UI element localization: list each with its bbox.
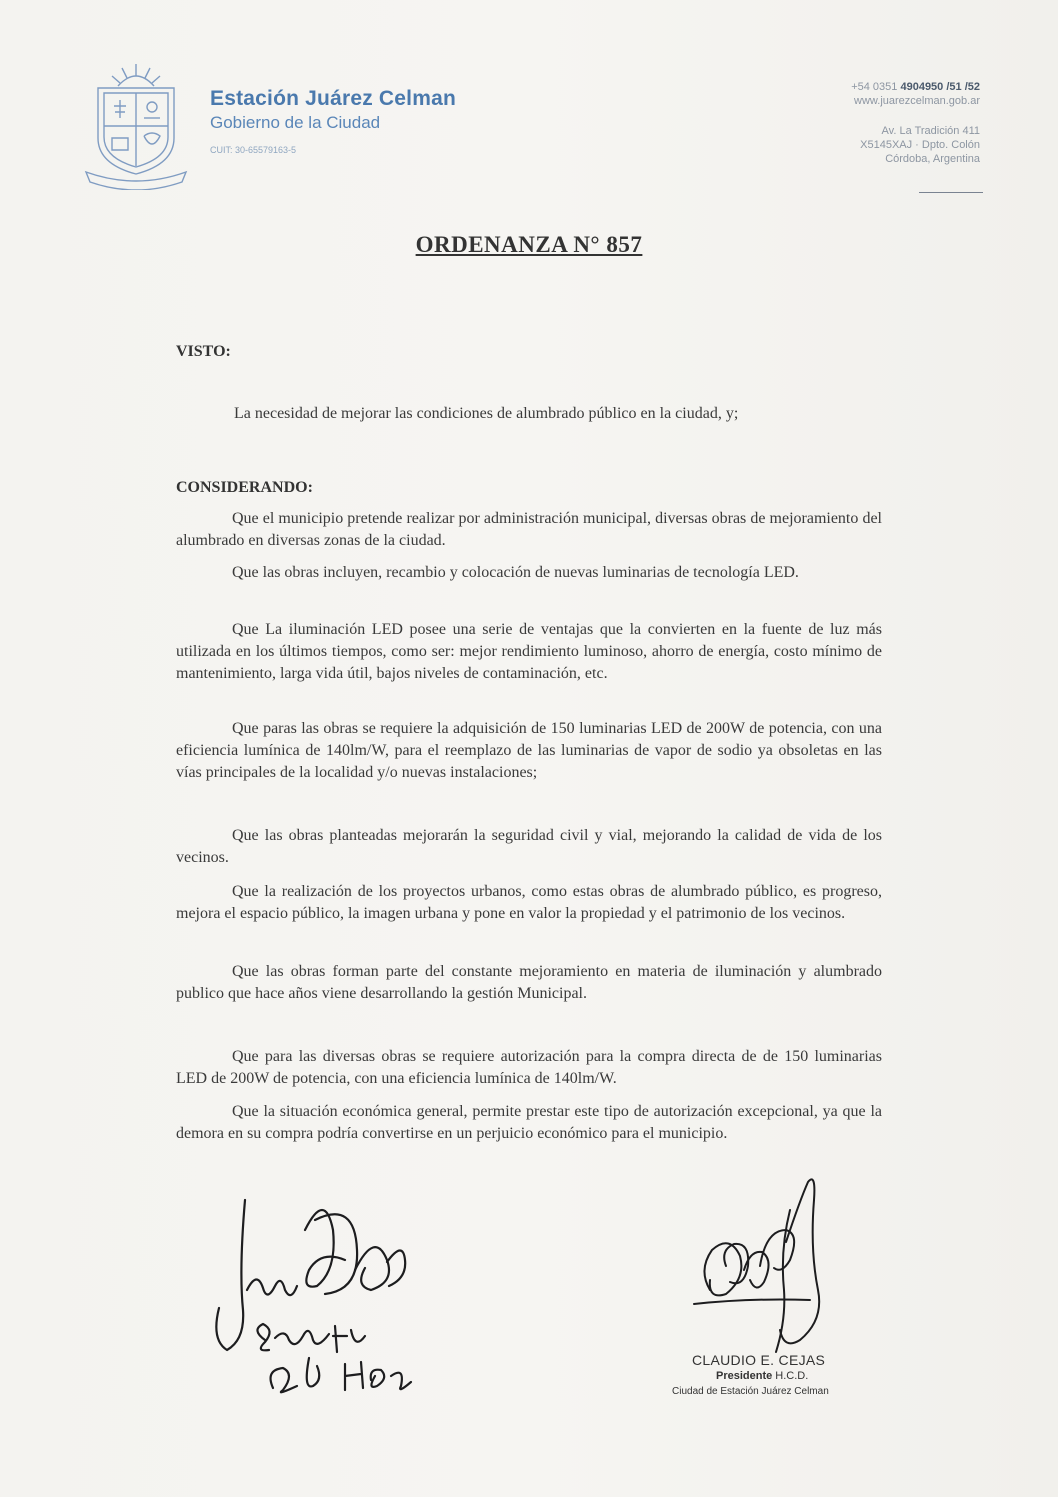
municipal-seal-icon	[82, 60, 190, 190]
phone-prefix: +54 0351	[851, 81, 901, 93]
considerando-paragraph-8: Que para las diversas obras se requiere autorización para la compra directa de de 150 luminarias LED de 200W de potencia, con una eficiencia lumínica de 140lm/W.	[176, 1048, 882, 1087]
website-text: www.juarezcelman.gob.ar	[854, 95, 980, 107]
organization-cuit: CUIT: 30-65579163-5	[210, 145, 297, 155]
considerando-paragraph-6: Que la realización de los proyectos urbanos, como estas obras de alumbrado público, es progreso, mejora el espacio público, la imagen urbana y pone en valor la propiedad y el patrimonio de los vecinos.	[176, 883, 882, 922]
organization-block	[210, 87, 456, 155]
address-line-3: Córdoba, Argentina	[885, 153, 980, 165]
address-line-2: X5145XAJ · Dpto. Colón	[860, 139, 980, 151]
considerando-paragraph-1: Que el municipio pretende realizar por administración municipal, diversas obras de mejoramiento del alumbrado en diversas zonas de la ciudad.	[176, 510, 882, 549]
contact-divider	[919, 192, 983, 193]
organization-name: Estación Juárez Celman	[210, 87, 456, 110]
considerando-paragraph-3: Que La iluminación LED posee una serie de ventajas que la convierten en la fuente de luz más utilizada en los últimos tiempos, como ser: mejor rendimiento luminoso, ahorro de energía, costo mínimo de mantenimiento, larga vida útil, bajos niveles de contaminación, etc.	[176, 621, 882, 682]
visto-heading: VISTO:	[176, 343, 231, 360]
considerando-paragraph-7: Que las obras forman parte del constante mejoramiento en materia de iluminación y alumbrado publico que hace años viene desarrollando la gestión Municipal.	[176, 963, 882, 1002]
address-line-1: Av. La Tradición 411	[881, 125, 980, 137]
document-title: ORDENANZA N° 857	[415, 232, 643, 257]
phone-numbers: 4904950 /51 /52	[900, 81, 980, 93]
considerando-paragraph-2: Que las obras incluyen, recambio y colocación de nuevas luminarias de tecnología LED.	[232, 564, 799, 581]
considerando-paragraph-9: Que la situación económica general, permite prestar este tipo de autorización excepcional, ya que la demora en su compra podría convertirse en un perjuicio económico para el municipio.	[176, 1103, 882, 1142]
phone-line	[851, 80, 980, 94]
visto-text: La necesidad de mejorar las condiciones de alumbrado público en la ciudad, y;	[234, 405, 739, 422]
signatory-organization: Ciudad de Estación Juárez Celman	[672, 1386, 829, 1397]
right-signature-icon	[690, 1170, 850, 1360]
considerando-heading: CONSIDERANDO:	[176, 479, 313, 496]
signatory-name: CLAUDIO E. CEJAS	[692, 1352, 826, 1368]
signatory-role: Presidente H.C.D.	[716, 1370, 809, 1382]
organization-subtitle: Gobierno de la Ciudad	[210, 113, 381, 132]
considerando-paragraph-4: Que paras las obras se requiere la adquisición de 150 luminarias LED de 200W de potencia, con una eficiencia lumínica de 140lm/W, para el reemplazo de las luminarias de vapor de sodio ya obsoletas en las vías principales de la localidad y/o nuevas instalaciones;	[176, 720, 882, 781]
considerando-paragraph-5: Que las obras planteadas mejorarán la seguridad civil y vial, mejorando la calidad de vida de los vecinos.	[176, 827, 882, 866]
left-signature-icon	[205, 1190, 425, 1420]
contact-block	[851, 80, 980, 166]
